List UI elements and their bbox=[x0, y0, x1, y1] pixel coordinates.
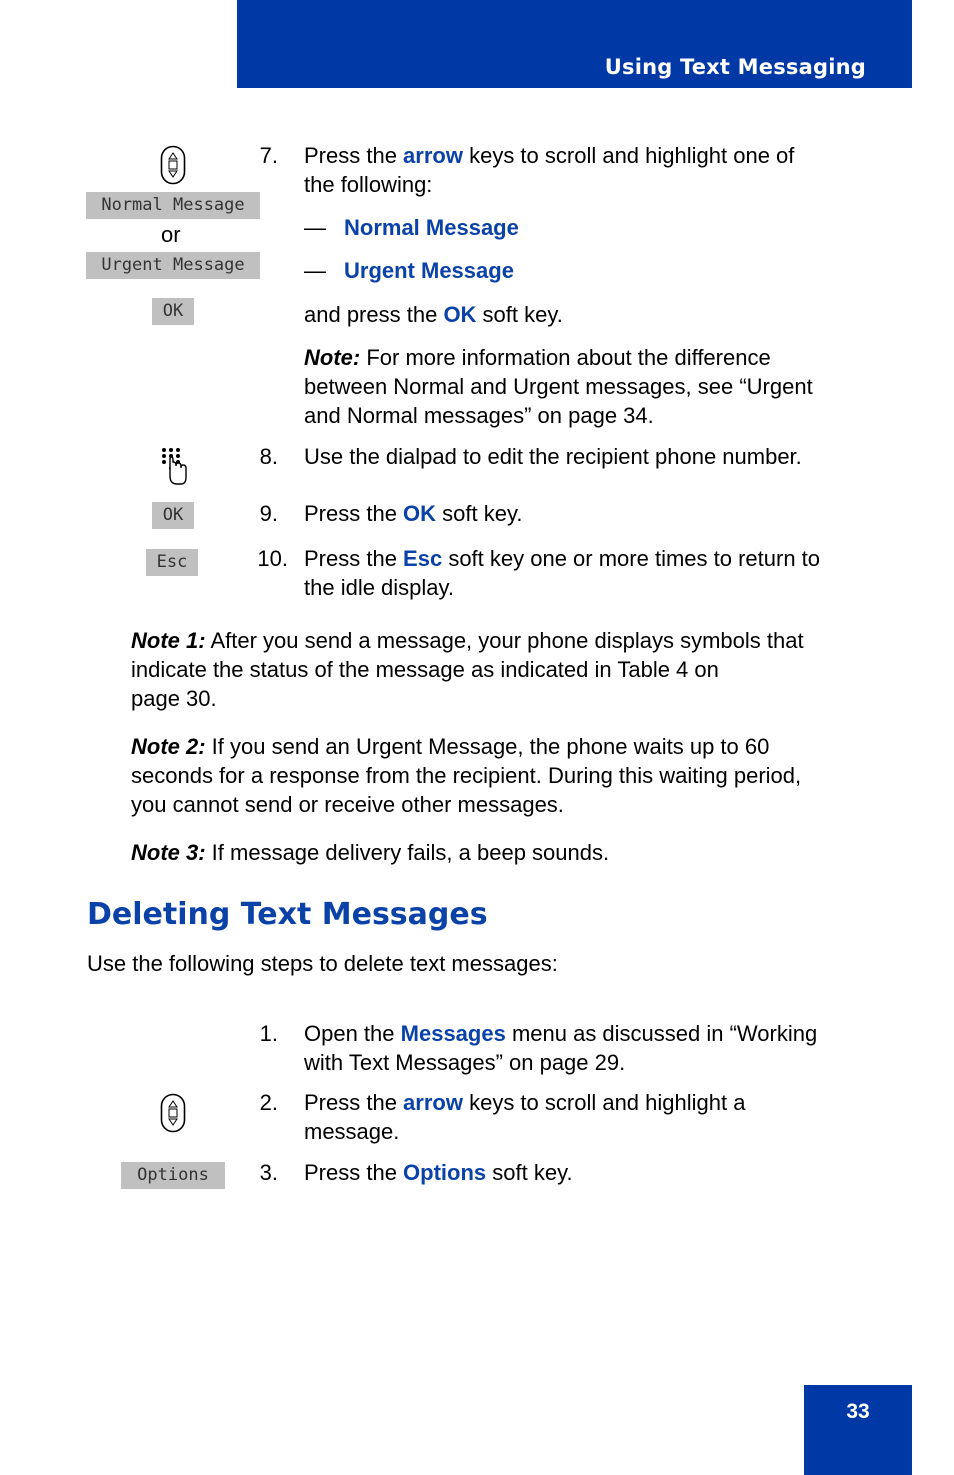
step-9-text: Press the OK soft key. bbox=[304, 501, 523, 526]
step-10-text: Press the Esc soft key one or more times to return to the idle display. bbox=[304, 546, 821, 600]
step-number: 9. bbox=[259, 501, 278, 526]
press-ok-text: and press the OK soft key. bbox=[304, 302, 563, 327]
header-bar bbox=[237, 0, 912, 88]
step-7-text: Press the arrow keys to scroll and highlight one of the following: bbox=[304, 143, 795, 197]
step-8-text: Use the dialpad to edit the recipient phone number. bbox=[304, 444, 802, 469]
option-urgent-message: — Urgent Message bbox=[304, 258, 514, 283]
note-1: Note 1: After you send a message, your phone displays symbols that indicate the status of the message as indicated in Table 4 on page 30. bbox=[131, 628, 804, 711]
step-number: 7. bbox=[259, 143, 278, 168]
section-intro: Use the following steps to delete text messages: bbox=[87, 951, 558, 976]
or-label: or bbox=[161, 222, 181, 247]
option-normal-message: — Normal Message bbox=[304, 215, 519, 240]
step-7-note: Note: For more information about the difference between Normal and Urgent messages, see “Urgent and Normal messages” on page 34. bbox=[304, 345, 813, 428]
softkey-normal-message[interactable]: Normal Message bbox=[86, 192, 260, 219]
delete-step-2-text: Press the arrow keys to scroll and highlight a message. bbox=[304, 1090, 746, 1144]
delete-step-3-text: Press the Options soft key. bbox=[304, 1160, 573, 1185]
softkey-urgent-message[interactable]: Urgent Message bbox=[86, 252, 260, 279]
step-number: 2. bbox=[259, 1090, 278, 1115]
softkey-esc[interactable]: Esc bbox=[146, 549, 198, 576]
note-3: Note 3: If message delivery fails, a beep sounds. bbox=[131, 840, 610, 865]
dialpad-icon bbox=[160, 446, 188, 486]
note-2: Note 2: If you send an Urgent Message, the phone waits up to 60 seconds for a response from the recipient. During this waiting period, you cannot send or receive other messages. bbox=[131, 734, 802, 817]
page-number: 33 bbox=[804, 1385, 912, 1475]
step-number: 1. bbox=[259, 1021, 278, 1046]
softkey-options[interactable]: Options bbox=[121, 1162, 225, 1189]
softkey-ok[interactable]: OK bbox=[152, 502, 194, 529]
section-title: Deleting Text Messages bbox=[87, 897, 488, 932]
step-number: 3. bbox=[259, 1160, 278, 1185]
step-number: 8. bbox=[259, 444, 278, 469]
delete-step-1-text: Open the Messages menu as discussed in “Working with Text Messages” on page 29. bbox=[304, 1021, 818, 1075]
step-number: 10. bbox=[257, 546, 288, 571]
softkey-ok[interactable]: OK bbox=[152, 298, 194, 325]
header-title: Using Text Messaging bbox=[604, 55, 866, 79]
navigation-key-icon bbox=[160, 1093, 186, 1133]
navigation-key-icon bbox=[160, 145, 186, 185]
